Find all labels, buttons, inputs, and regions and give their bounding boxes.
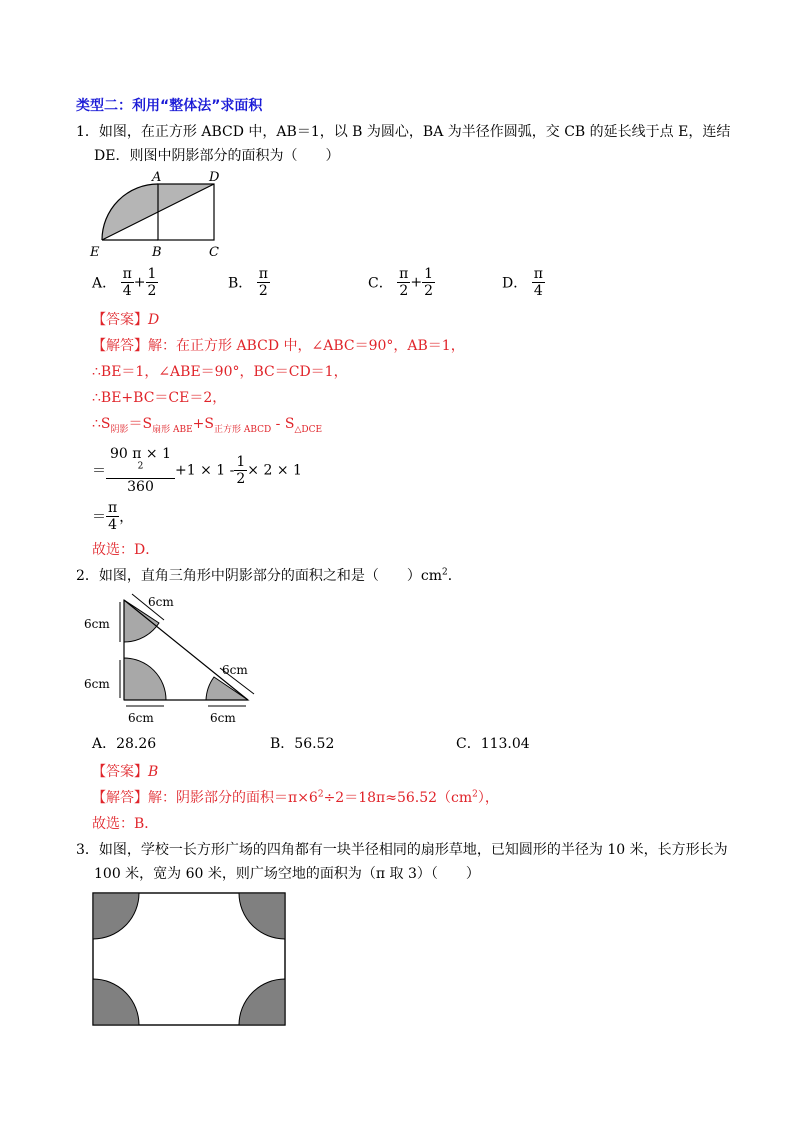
q2-option-c: C．113.04 bbox=[456, 736, 530, 752]
q1-text-1: 如图，在正方形 ABCD 中，AB＝1，以 B 为圆心，BA 为半径作圆弧，交 CB 的延长线于点 E，连结 bbox=[98, 124, 731, 140]
q2-label-left-top: 6cm bbox=[84, 617, 110, 631]
q2-figure bbox=[84, 590, 270, 730]
q1-option-d: D． $\frac{\pi}{4}$ bbox=[502, 266, 543, 299]
q2-label-left-bottom: 6cm bbox=[84, 677, 110, 691]
q1-option-c: C． $\frac{\pi}{2}$ + $\frac{1}{2}$ bbox=[368, 266, 434, 299]
q2-answer: 【答案】B bbox=[92, 764, 159, 780]
q1-calc: ＝ 90 π × 1 $^2$ 360 +1 × 1 - $\frac{1}{2}$ × 2 × 1 bbox=[92, 446, 302, 495]
q1-answer: 【答案】D bbox=[92, 312, 160, 328]
q1-option-b: B． $\frac{\pi}{2}$ bbox=[228, 266, 268, 299]
q1-label-b: B bbox=[152, 245, 162, 260]
q2-solution: 【解答】解：阴影部分的面积$=\pi\times 6^2\div 2=18\pi\approx 56.52(cm^2)$， bbox=[92, 789, 499, 806]
q1-result: ＝ $\frac{\pi}{4}$ ， bbox=[92, 500, 134, 533]
q1-label-d: D bbox=[209, 170, 220, 185]
q1-label-a: A bbox=[152, 170, 162, 185]
q1-label-e: E bbox=[90, 245, 100, 260]
q3-figure bbox=[92, 892, 286, 1026]
q1-text-line2: DE．则图中阴影部分的面积为（ ） bbox=[94, 148, 340, 164]
q2-label-hyp-top: 6cm bbox=[148, 595, 174, 609]
q2-label-bottom-left: 6cm bbox=[128, 711, 154, 725]
q3-text-line1: 3．如图，学校一长方形广场的四角都有一块半径相同的扇形草地，已知圆形的半径为 10 米，长方形长为 bbox=[76, 842, 728, 858]
q2-option-a: A．28.26 bbox=[92, 736, 157, 752]
q2-conclusion: 故选：B． bbox=[92, 816, 159, 832]
q1-solution-line2: ∴BE＝1，∠ABE＝90°，BC＝CD＝1， bbox=[92, 364, 348, 380]
q1-figure bbox=[88, 168, 228, 260]
q3-text-line2: 100 米，宽为 60 米，则广场空地的面积为（π 取 3）（ ） bbox=[94, 866, 480, 882]
q1-number: 1． bbox=[76, 124, 99, 140]
q1-label-c: C bbox=[209, 245, 219, 260]
q1-solution-line4: $\therefore S_{阴影}=S_{扇形 ABE}+S_{正方形 ABCD} - S_{\triangle DCE}$ bbox=[92, 416, 323, 435]
q2-label-bottom-right: 6cm bbox=[210, 711, 236, 725]
q2-text: 2．如图，直角三角形中阴影部分的面积之和是（ ）$cm^2$． bbox=[76, 567, 462, 584]
q1-solution-line3: ∴BE+BC＝CE＝2， bbox=[92, 390, 227, 406]
q1-solution-line1: 【解答】解：在正方形 ABCD 中，∠ABC＝90°，AB＝1， bbox=[92, 338, 465, 354]
section-title: 类型二：利用“整体法”求面积 bbox=[76, 98, 263, 114]
q2-option-b: B．56.52 bbox=[270, 736, 335, 752]
q2-shaded-left bbox=[124, 658, 166, 700]
q1-conclusion: 故选：D． bbox=[92, 542, 160, 558]
q1-option-a: A． $\frac{\pi}{4}$ + $\frac{1}{2}$ bbox=[92, 266, 157, 299]
q2-shaded-right bbox=[206, 677, 248, 700]
q1-text-line1 bbox=[76, 122, 730, 142]
q2-label-hyp-right: 6cm bbox=[222, 663, 248, 677]
